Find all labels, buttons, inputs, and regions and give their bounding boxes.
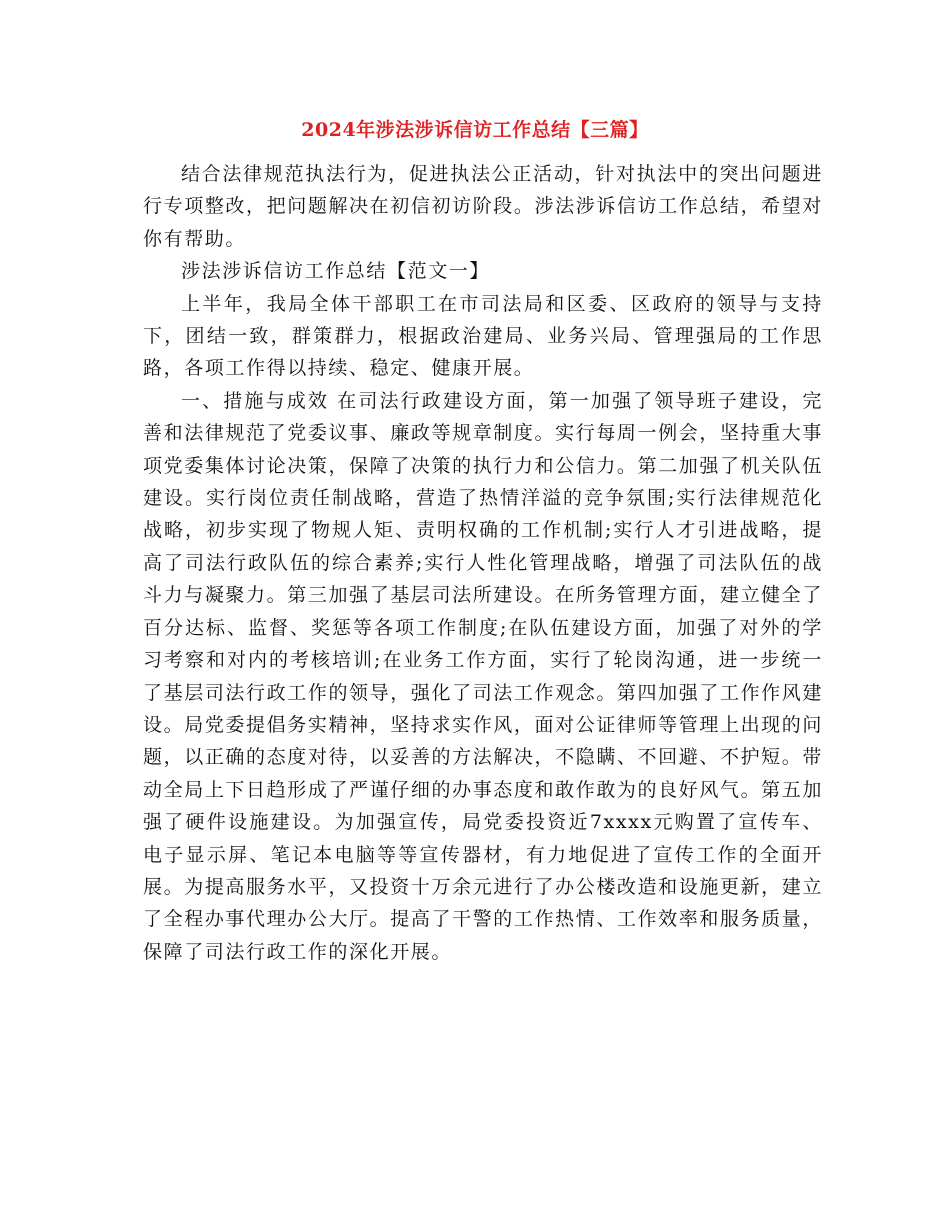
body-paragraph: 一、措施与成效 在司法行政建设方面，第一加强了领导班子建设，完善和法律规范了党委议事、廉政等规章制度。实行每周一例会，坚持重大事项党委集体讨论决策，保障了决策的执行力和公信力。第二加强了机关队伍建设。实行岗位责任制战略，营造了热情洋溢的竞争氛围;实行法律规范化战略，初步实现了物规人矩、责明权确的工作机制;实行人才引进战略，提高了司法行政队伍的综合素养;实行人性化管理战略，增强了司法队伍的战斗力与凝聚力。第三加强了基层司法所建设。在所务管理方面，建立健全了百分达标、监督、奖惩等各项工作制度;在队伍建设方面，加强了对外的学习考察和对内的考核培训;在业务工作方面，实行了轮岗沟通，进一步统一了基层司法行政工作的领导，强化了司法工作观念。第四加强了工作作风建设。局党委提倡务实精神，坚持求实作风，面对公证律师等管理上出现的问题，以正确的态度对待，以妥善的方法解决，不隐瞒、不回避、不护短。带动全局上下日趋形成了严谨仔细的办事态度和敢作敢为的良好风气。第五加强了硬件设施建设。为加强宣传，局党委投资近7xxxx元购置了宣传车、电子显示屏、笔记本电脑等等宣传器材，有力地促进了宣传工作的全面开展。为提高服务水平，又投资十万余元进行了办公楼改造和设施更新，建立了全程办事代理办公大厅。提高了干警的工作热情、工作效率和服务质量，保障了司法行政工作的深化开展。 — [143, 389, 823, 963]
document-body — [143, 158, 823, 968]
body-paragraph: 上半年，我局全体干部职工在市司法局和区委、区政府的领导与支持下，团结一致，群策群力，根据政治建局、业务兴局、管理强局的工作思路，各项工作得以持续、稳定、健康开展。 — [143, 292, 823, 380]
intro-paragraph: 结合法律规范执法行为，促进执法公正活动，针对执法中的突出问题进行专项整改，把问题解决在初信初访阶段。涉法涉诉信访工作总结，希望对你有帮助。 — [143, 163, 823, 250]
document-title: 2024年涉法涉诉信访工作总结【三篇】 — [301, 119, 649, 141]
section-heading: 涉法涉诉信访工作总结【范文一】 — [181, 260, 491, 283]
